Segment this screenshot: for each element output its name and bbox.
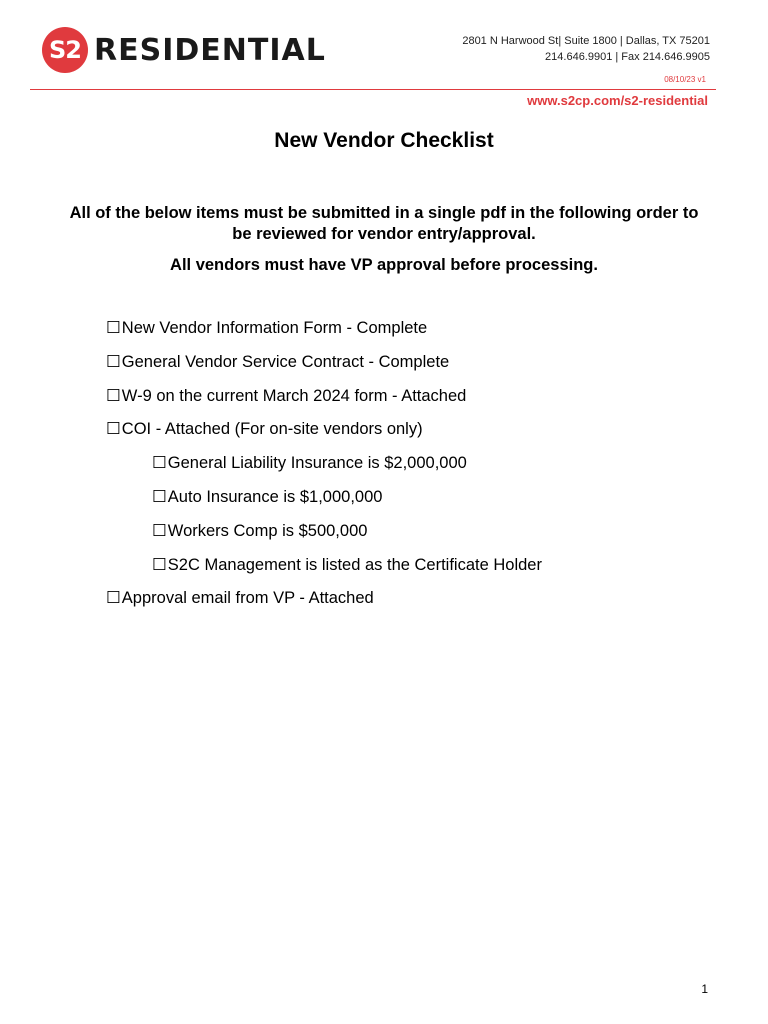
checklist-subitem-auto-insurance <box>106 486 542 520</box>
checkbox-icon[interactable]: ☐ <box>152 487 167 506</box>
checkbox-icon[interactable]: ☐ <box>106 386 121 405</box>
checklist-subitem-certificate-holder <box>106 554 542 588</box>
checklist-item-label: Workers Comp is $500,000 <box>167 521 368 540</box>
checklist-item-service-contract <box>106 351 542 385</box>
approval-instruction: All vendors must have VP approval before processing. <box>170 256 598 274</box>
checklist-subitem-workers-comp <box>106 520 542 554</box>
vendor-checklist <box>106 317 542 621</box>
page-title: New Vendor Checklist <box>274 129 494 152</box>
checkbox-icon[interactable]: ☐ <box>106 589 121 608</box>
checklist-subitem-general-liability <box>106 452 542 486</box>
checklist-item-label: General Vendor Service Contract - Complete <box>121 352 450 371</box>
logo-wordmark: RESIDENTIAL <box>94 32 326 68</box>
header-divider <box>30 89 716 90</box>
phone-fax-line: 214.646.9901 | Fax 214.646.9905 <box>545 51 710 63</box>
company-address <box>462 33 710 65</box>
checklist-item-vendor-info-form <box>106 317 542 351</box>
checkbox-icon[interactable]: ☐ <box>152 555 167 574</box>
version-label: 08/10/23 v1 <box>664 75 706 84</box>
checkbox-icon[interactable]: ☐ <box>106 352 121 371</box>
checkbox-icon[interactable]: ☐ <box>106 319 121 337</box>
checklist-item-label: W-9 on the current March 2024 form - Attached <box>121 386 467 405</box>
checklist-item-label: COI - Attached (For on-site vendors only) <box>121 420 423 439</box>
page-number: 1 <box>701 982 708 996</box>
checklist-item-label: Auto Insurance is $1,000,000 <box>167 487 383 506</box>
checkbox-icon[interactable]: ☐ <box>152 521 167 540</box>
address-line: 2801 N Harwood St| Suite 1800 | Dallas, TX 75201 <box>462 35 710 47</box>
checklist-item-label: General Liability Insurance is $2,000,000 <box>167 454 467 473</box>
checklist-item-vp-approval <box>106 587 542 621</box>
submission-instruction: All of the below items must be submitted in a single pdf in the following order to be reviewed for vendor entry/approval. <box>69 204 699 243</box>
instructions <box>60 203 708 276</box>
checkbox-icon[interactable]: ☐ <box>152 454 167 473</box>
website-link[interactable]: www.s2cp.com/s2-residential <box>527 93 708 108</box>
checklist-item-coi <box>106 418 542 452</box>
checklist-item-label: New Vendor Information Form - Complete <box>121 319 428 337</box>
checkbox-icon[interactable]: ☐ <box>106 420 121 439</box>
checklist-item-w9 <box>106 385 542 419</box>
s2-logo-mark: S2 <box>42 27 88 73</box>
company-logo <box>42 26 326 74</box>
checklist-item-label: S2C Management is listed as the Certificate Holder <box>167 555 542 574</box>
checklist-item-label: Approval email from VP - Attached <box>121 589 374 608</box>
